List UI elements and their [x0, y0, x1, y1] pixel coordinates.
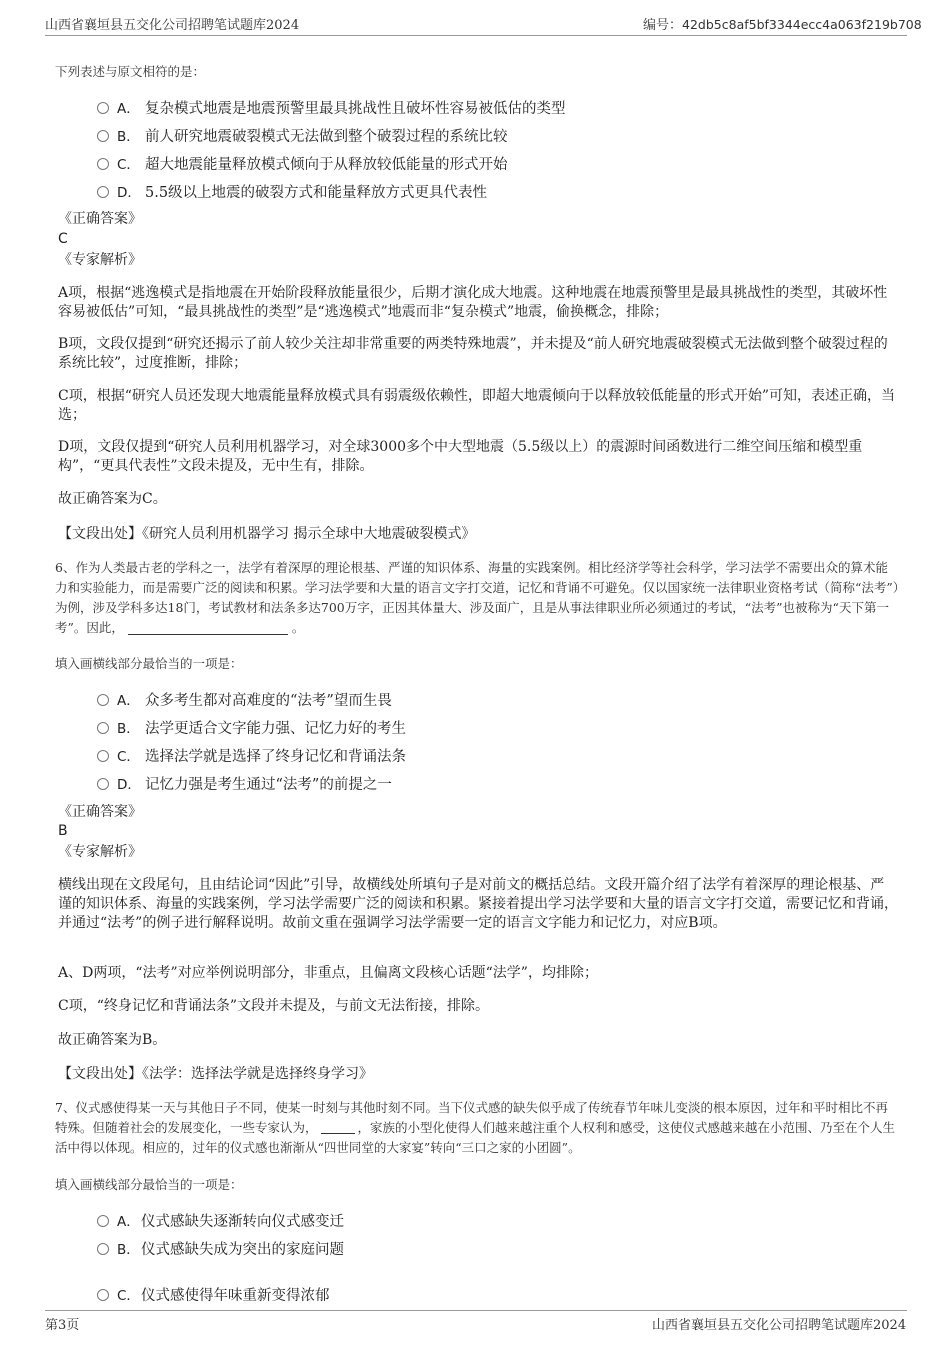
q7-prompt: 填入画横线部分最恰当的一项是：	[55, 1177, 243, 1192]
footer-divider	[45, 1310, 907, 1311]
q6-analysis-label: 《专家解析》	[58, 844, 142, 860]
page-number: 第3页	[45, 1318, 80, 1333]
radio-icon[interactable]	[97, 1243, 109, 1255]
footer-title: 山西省襄垣县五交化公司招聘笔试题库2024	[652, 1318, 907, 1333]
radio-icon[interactable]	[97, 158, 109, 170]
radio-icon[interactable]	[97, 186, 109, 198]
radio-icon[interactable]	[97, 694, 109, 706]
q5-source: 【文段出处】《研究人员利用机器学习 揭示全球中大地震破裂模式》	[58, 526, 476, 542]
q6-option-c[interactable]: C． 选择法学就是选择了终身记忆和背诵法条	[97, 745, 406, 766]
q5-answer-label: 《正确答案》	[58, 211, 142, 227]
q6-analysis-main: 横线出现在文段尾句，且由结论词“因此”引导，故横线处所填句子是对前文的概括总结。文段开篇介绍了法学有着深厚的理论根基、严谨的知识体系、海量的实践案例，学习法学需要广泛的阅读和积累。紧接着提出学习法学要和大量的语言文字打交道，需要记忆和背诵，并通过“法考”的例子进行解释说明。故前文重在强调学习法学需要一定的语言文字能力和记忆力，对应B项。	[58, 877, 898, 931]
q6-stem: 6、作为人类最古老的学科之一，法学有着深厚的理论根基、严谨的知识体系、海量的实践案例。相比经济学等社会科学，学习法学不需要出众的算术能力和实验能力，而是需要广泛的阅读和积累。学习法学要和大量的语言文字打交道，记忆和背诵不可避免。仅以国家统一法律职业资格考试（简称“法考”）为例，涉及学科多达18门，考试教材和法条多达700万字，正因其体量大、涉及面广，且是从事法律职业所必须通过的考试，“法考”也被称为“天下第一考”。因此， 。	[55, 560, 900, 635]
q7-stem: 7、仪式感使得某一天与其他日子不同，使某一时刻与其他时刻不同。当下仪式感的缺失似乎成了传统春节年味儿变淡的根本原因，过年和平时相比不再特殊。但随着社会的发展变化，一些专家认为， ，家族的小型化使得人们越来越注重个人权利和感受，这使仪式感越来越在小范围、乃至在个人生活中得以体现。相应的，过年的仪式感也渐渐从“四世同堂的大家宴”转向“三口之家的小团圆”。	[55, 1100, 896, 1155]
q5-analysis-b: B项，文段仅提到“研究还揭示了前人较少关注却非常重要的两类特殊地震”，并未提及“前人研究地震破裂模式无法做到整个破裂过程的系统比较”，过度推断，排除；	[58, 336, 888, 371]
answer-blank	[128, 620, 288, 635]
q6-option-a[interactable]: A． 众多考生都对高难度的“法考”望而生畏	[97, 689, 392, 710]
q6-analysis-ad: A、D两项，“法考”对应举例说明部分，非重点，且偏离文段核心话题“法学”，均排除；	[58, 965, 598, 981]
answer-blank	[321, 1121, 355, 1134]
header-divider	[45, 35, 907, 36]
q5-option-d[interactable]: D． 5.5级以上地震的破裂方式和能量释放方式更具代表性	[97, 181, 487, 202]
q6-option-d[interactable]: D． 记忆力强是考生通过“法考”的前提之一	[97, 773, 392, 794]
q6-answer: B	[58, 823, 68, 839]
q5-conclusion: 故正确答案为C。	[58, 491, 167, 507]
q5-analysis-c: C项，根据“研究人员还发现大地震能量释放模式具有弱震级依赖性，即超大地震倾向于以释放较低能量的形式开始”可知，表述正确，当选；	[58, 388, 896, 423]
document-code	[643, 14, 922, 33]
q5-prompt: 下列表述与原文相符的是：	[55, 64, 206, 79]
radio-icon[interactable]	[97, 102, 109, 114]
radio-icon[interactable]	[97, 1289, 109, 1301]
radio-icon[interactable]	[97, 750, 109, 762]
q5-analysis-d: D项，文段仅提到“研究人员利用机器学习，对全球3000多个中大型地震（5.5级以上）的震源时间函数进行二维空间压缩和模型重构”，“更具代表性”文段未提及，无中生有，排除。	[58, 439, 863, 474]
q5-answer: C	[58, 231, 68, 247]
q7-option-c[interactable]: C．仪式感使得年味重新变得浓郁	[97, 1284, 330, 1305]
radio-icon[interactable]	[97, 1215, 109, 1227]
q5-option-a[interactable]: A． 复杂模式地震是地震预警里最具挑战性且破坏性容易被低估的类型	[97, 97, 566, 118]
radio-icon[interactable]	[97, 778, 109, 790]
q6-answer-label: 《正确答案》	[58, 804, 142, 820]
q7-option-a[interactable]: A．仪式感缺失逐渐转向仪式感变迁	[97, 1210, 344, 1231]
q5-analysis-label: 《专家解析》	[58, 252, 142, 268]
q6-analysis-c: C项，“终身记忆和背诵法条”文段并未提及，与前文无法衔接，排除。	[58, 998, 490, 1014]
q6-option-b[interactable]: B． 法学更适合文字能力强、记忆力好的考生	[97, 717, 406, 738]
document-code-value: 42db5c8af5bf3344ecc4a063f219b708	[682, 17, 922, 32]
header-title: 山西省襄垣县五交化公司招聘笔试题库2024	[45, 18, 300, 33]
document-code-label: 编号：	[643, 18, 683, 33]
q5-option-c[interactable]: C． 超大地震能量释放模式倾向于从释放较低能量的形式开始	[97, 153, 508, 174]
q6-source: 【文段出处】《法学：选择法学就是选择终身学习》	[58, 1066, 373, 1082]
q5-analysis-a: A项，根据“逃逸模式是指地震在开始阶段释放能量很少，后期才演化成大地震。这种地震在地震预警里是最具挑战性的类型，其破坏性容易被低估”可知，“最具挑战性的类型”是“逃逸模式”地震而非“复杂模式”地震，偷换概念，排除；	[58, 285, 888, 320]
q6-conclusion: 故正确答案为B。	[58, 1032, 167, 1048]
radio-icon[interactable]	[97, 722, 109, 734]
radio-icon[interactable]	[97, 130, 109, 142]
q5-option-b[interactable]: B． 前人研究地震破裂模式无法做到整个破裂过程的系统比较	[97, 125, 508, 146]
q6-prompt: 填入画横线部分最恰当的一项是：	[55, 656, 243, 671]
q7-option-b[interactable]: B．仪式感缺失成为突出的家庭问题	[97, 1238, 344, 1259]
